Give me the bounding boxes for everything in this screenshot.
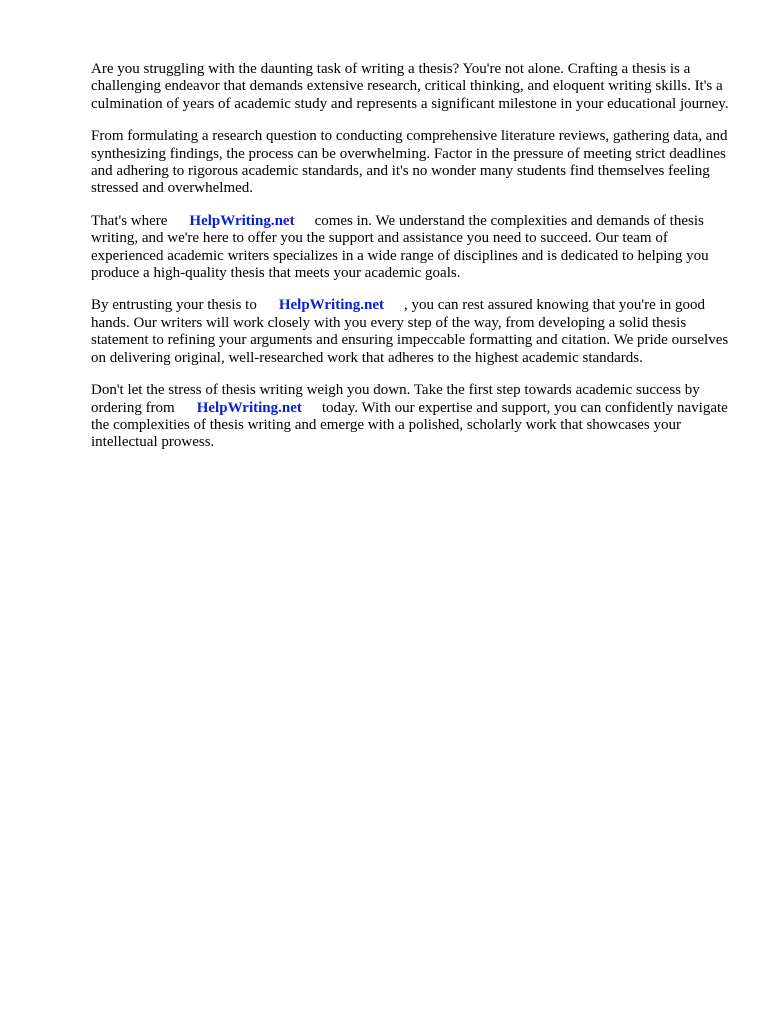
helpwriting-link[interactable]: HelpWriting.net — [278, 297, 384, 314]
paragraph-entrusting — [91, 297, 731, 367]
paragraph-text-before-link: Don't let the stress of thesis writing weigh you down. Take the first step towards academic success by ordering from — [91, 382, 700, 416]
paragraph-text-after-link: today. With our expertise and support, you can confidently navigate the complexities of thesis writing and emerge with a polished, scholarly work that showcases your intellectual prowess. — [91, 399, 728, 451]
paragraph-text-before-link: By entrusting your thesis to — [91, 297, 257, 314]
paragraph-call-to-action — [91, 382, 731, 452]
document-page — [91, 61, 731, 467]
helpwriting-link[interactable]: HelpWriting.net — [189, 212, 295, 229]
paragraph-challenges: From formulating a research question to conducting comprehensive literature reviews, gathering data, and synthesizing findings, the process can be overwhelming. Factor in the pressure of meeting strict deadlines and adhering to rigorous academic standards, and it's no wonder many students find themselves feeling stressed and overwhelmed. — [91, 128, 728, 197]
paragraph-helpwriting-intro — [91, 213, 731, 283]
helpwriting-link[interactable]: HelpWriting.net — [196, 399, 302, 416]
paragraph-text-after-link: comes in. We understand the complexities and demands of thesis writing, and we're here to offer you the support and assistance you need to succeed. Our team of experienced academic writers specializes in a wide range of disciplines and is dedicated to helping you produce a high-quality thesis that meets your academic goals. — [91, 212, 709, 282]
paragraph-text-after-link: , you can rest assured knowing that you're in good hands. Our writers will work closely with you every step of the way, from developing a solid thesis statement to refining your arguments and ensuring impeccable formatting and citation. We pride ourselves on delivering original, well-researched work that adheres to the highest academic standards. — [91, 297, 729, 366]
paragraph-intro: Are you struggling with the daunting task of writing a thesis? You're not alone. Crafting a thesis is a challenging endeavor that demands extensive research, critical thinking, and eloquent writing skills. It's a culmination of years of academic study and represents a significant milestone in your educational journey. — [91, 61, 729, 112]
paragraph-text-before-link: That's where — [91, 212, 168, 229]
